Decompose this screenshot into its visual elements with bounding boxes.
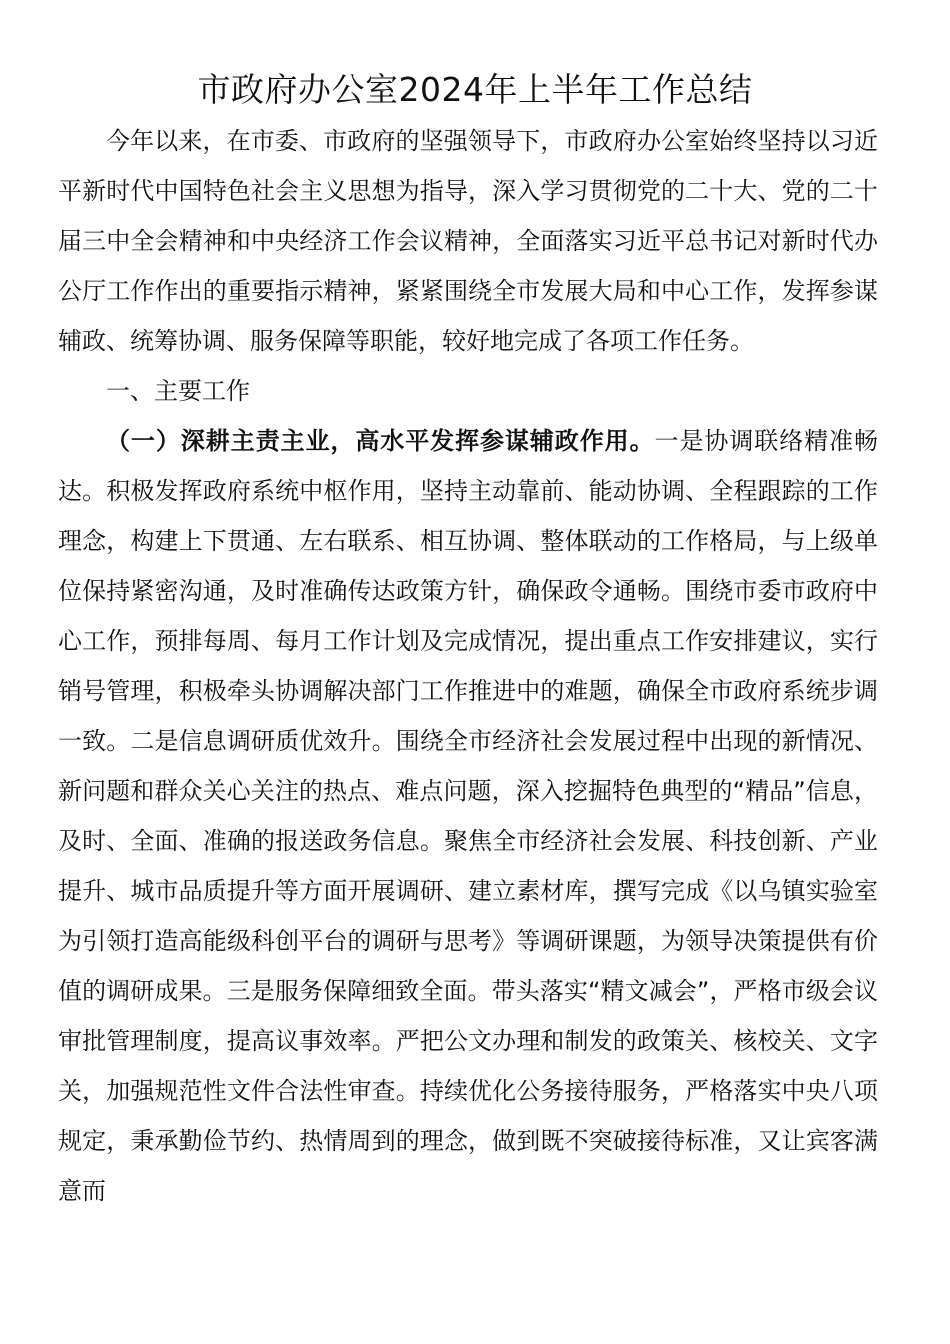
subsection-body: 一是协调联络精准畅达。积极发挥政府系统中枢作用，坚持主动靠前、能动协调、全程跟踪的工作理念，构建上下贯通、左右联系、相互协调、整体联动的工作格局，与上级单位保持紧密沟通，及时准确传达政策方针，确保政令通畅。围绕市委市政府中心工作，预排每周、每月工作计划及完成情况，提出重点工作安排建议，实行销号管理，积极牵头协调解决部门工作推进中的难题，确保全市政府系统步调一致。二是信息调研质优效升。围绕全市经济社会发展过程中出现的新情况、新问题和群众关心关注的热点、难点问题，深入挖掘特色典型的“精品”信息，及时、全面、准确的报送政务信息。聚焦全市经济社会发展、科技创新、产业提升、城市品质提升等方面开展调研、建立素材库，撰写完成《以乌镇实验室为引领打造高能级科创平台的调研与思考》等调研课题，为领导决策提供有价值的调研成果。三是服务保障细致全面。带头落实“精文减会”，严格市级会议审批管理制度，提高议事效率。严把公文办理和制发的政策关、核校关、文字关，加强规范性文件合法性审查。持续优化公务接待服务，严格落实中央八项规定，秉承勤俭节约、热情周到的理念，做到既不突破接待标准，又让宾客满意而 [58,427,879,1205]
subsection-lead: （一）深耕主责主业，高水平发挥参谋辅政作用。 [106,427,655,455]
document-title: 市政府办公室2024年上半年工作总结 [197,70,753,109]
intro-paragraph: 今年以来，在市委、市政府的坚强领导下，市政府办公室始终坚持以习近平新时代中国特色社会主义思想为指导，深入学习贯彻党的二十大、党的二十届三中全会精神和中央经济工作会议精神，全面落实习近平总书记对新时代办公厅工作作出的重要指示精神，紧紧围绕全市发展大局和中心工作，发挥参谋辅政、统筹协调、服务保障等职能，较好地完成了各项工作任务。 [58,127,878,355]
document-body [58,116,878,1216]
section-heading: 一、主要工作 [106,377,250,405]
subsection-paragraph [58,416,878,1216]
